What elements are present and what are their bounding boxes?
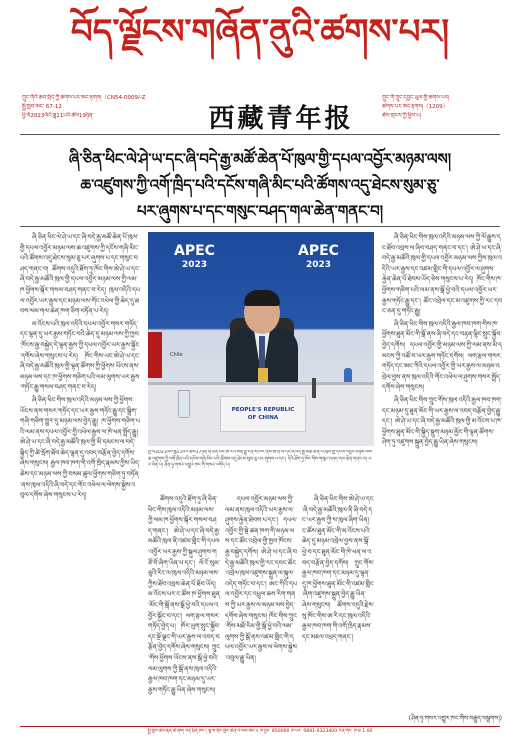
country-tag: Chile xyxy=(170,352,183,358)
masthead-chinese-name: 西藏青年报 xyxy=(208,104,354,134)
article-column-5 xyxy=(382,232,502,708)
article-column-1 xyxy=(20,232,140,720)
lead-photo xyxy=(148,232,374,446)
masthead-meta-right xyxy=(382,94,512,121)
paragraph: ཞི་ཅིན་ཕིང་གིས་ཁུལ་འདིའི་མཉམ་ལས་ཀྱི་ཕྱོགས་ཡོངས་ནས་གསར་གཏོད་དང་ཡར་རྒྱས་གཏོང་རྒྱུ་དང་སྒྲིག་གཞི་གཅིག་གྱུར་དུ་མཉམ་ལས་བྱེད་རྒྱུ། ཁ་ཕྱོགས་གཅིག་པའི་ལམ་ནས་དཔལ་འབྱོར་གྱི་འཕེལ་རྒྱས་ལ་ཁེ་ཕན་སྤྲོད་རྒྱུ། ཨེ་ཤེ་ཡ་དང་ཞི་བདེ་རྒྱ་མཚོའི་ཁུལ་གྱི་མི་དམངས་ལ་བདེ་སྐྱིད་ཀྱི་ཚེ་སྲོག་ཐོབ་ཆེད་ལྷན་དུ་འབད་བརྩོན་བྱེད་དགོས་ཞེས་གསུངས། རྒྱལ་ཁབ་ཁག་གི་འགོ་ཁྲིད་རྣམས་ཀྱིས་ཡིད་ཆེས་དང་མཉམ་ལས་ཀྱི་བསམ་ཚུལ་ཕྱོགས་གཅིག་ཏུ་བཏོན་ནས་ཁུལ་འདིའི་ཞི་བདེ་དང་གོང་འཕེལ་ལ་ལེགས་སྐྱེས་འབུལ་དགོས་ཞེས་གསུངས་པ་རེད། xyxy=(20,395,140,500)
speaker-hair xyxy=(244,290,280,306)
meta-line: སྤྱི་ཁྱབ་ཨང་ 67-12 xyxy=(22,104,62,110)
apec-logo-right xyxy=(298,244,339,272)
footer-divider xyxy=(20,726,500,727)
paragraph: དཔལ་འབྱོར་མཉམ་ལས་ཀྱི་ལམ་ནས་ཁུལ་འདིའི་ཡར་རྒྱས་ལ་ཤུགས་རྐྱེན་ཐེབས་པ་དང་། དཔལ་འབྱོར་གྱི་སྡེ་ཚན་ཁག་གི་མཉམ་ལས་དང་ཚོང་འབྲེལ་གྱི་ཁྱབ་ཁོངས་རྒྱ་བསྐྱེད་དགོས། ཨེ་ཤེ་ཡ་དང་ཞི་བདེ་རྒྱ་མཚོའི་ཁུལ་གྱི་རང་དབང་ཚོང་འབྲེལ་ཁུལ་འཛུགས་སྐྲུན་ལ་སྐུལ་འདེད་གཏོང་བ་དང་། ཨང་ཀིའི་དཔལ་འབྱོར་དང་འཕྲུལ་ཆས་རིག་གནས་ཀྱི་ཡར་རྒྱས་ལ་མཉམ་ལས་བྱེད་དགོས་ཞེས་གསུངས། ཁོང་གིས་ཀྲུང་གོས་མཐོ་རིམ་གྱི་སྒོ་ཕྱེ་བའི་ལམ་ལུགས་ཀྱི་སྒོ་ནས་འཛམ་གླིང་གི་དཔལ་འབྱོར་ཡར་རྒྱས་ལ་ལེགས་སྐྱེས་འབུལ་རྒྱུ་ཡིན། xyxy=(225,495,297,662)
nameplate-line-2: OF CHINA xyxy=(247,415,279,421)
headline-divider xyxy=(20,226,500,227)
glass-icon xyxy=(178,390,190,418)
article-column-4 xyxy=(302,494,374,720)
paragraph: ཞི་ཅིན་ཕིང་གིས་ཁུལ་འདིའི་མཉམ་ལས་ཀྱི་ལོ་རྒྱུས་དང་ཐོབ་འབྲས་ལ་ཞིབ་བཤད་གནང་བ་དང་། ཨེ་ཤེ་ཡ་དང་ཞི་བདེ་རྒྱ་མཚོའི་ཁུལ་གྱི་དཔལ་འབྱོར་མཉམ་ལས་ཀྱིས་ཁུལ་འདིའི་ཡར་རྒྱས་དང་འཛམ་གླིང་གི་དཔལ་འབྱོར་ལ་ཤུགས་རྐྱེན་ཆེན་པོ་ཐེབས་ཡོད་ཅེས་གསུངས་པ་རེད། ཁོང་གིས་ཁ་ཕྱོགས་གཅིག་པའི་ལམ་ནས་སྒོ་ཕྱེ་བའི་དཔལ་འབྱོར་ཡར་རྒྱས་གཏོང་རྒྱུ་དང་། ཚོང་འབྲེལ་དང་མ་འཛུགས་ཀྱི་རང་དབང་ཅན་དུ་གཏོང་རྒྱུ། xyxy=(382,233,502,316)
apec-year: 2023 xyxy=(181,260,207,270)
paragraph: ཞི་ཅིན་ཕིང་གིས་ཁུལ་འདིའི་རྒྱལ་ཁབ་ཁག་གིས་ཁ་ཕྱོགས་ཐུན་མོང་གི་སྒོ་ནས་ཞི་བདེ་དང་བརྟན་ལྷིང་སྲུང་སྐྱོབ་བྱེད་དགོས། དཔལ་འབྱོར་གྱི་མཉམ་ལས་ཀྱི་ལམ་ནས་མི་དམངས་ཀྱི་འཚོ་བ་ཡར་རྒྱས་གཏོང་དགོས། ལག་རྩལ་གསར་གཏོད་དང་ཨང་ཀིའི་དཔལ་འབྱོར་གྱི་ཡར་རྒྱས་ལ་མཉམ་འབྲེལ་བྱས་ནས་ཁུལ་འདིའི་གོང་འཕེལ་ལ་ཤུགས་གསར་སྤྲོད་དགོས་ཞེས་གསུངས། xyxy=(382,319,502,392)
headline-line-1: ཞི་ཅིན་ཕིང་ལེ་ཤེ་ཡ་དང་ཞི་བདེ་རྒྱ་མཚོ་ཆེན་པོ་ཁུལ་གྱི་དཔལ་འབྱོར་མཉམ་ལས། xyxy=(68,150,452,168)
microphone-icon xyxy=(312,378,316,398)
footer-info: སྤྱི་ཁྱབ་ཚབ་རྒན་ཆེ་ཤོས། བརྡ་ཕྲིན་ཁང་། ལྷ་ས་གྲོང་ཁྱེར་ཆེན་པོ་ལམ་ཨང་༣ ཁ་བྱང་ 850000 ཁ་པར་ 0891-6323400 རིན་གོང་ ཁ་ཐ 1.00 xyxy=(147,729,373,734)
paragraph: ཞི་ཅིན་ཕིང་གིས་ཀྲུང་གོས་ཁུལ་འདིའི་རྒྱལ་ཁབ་ཁག་དང་མཉམ་དུ་ཐུན་མོང་གི་ཡར་རྒྱས་ལ་འབད་བརྩོན་བྱེད་རྒྱུ་དང་། ཨེ་ཤེ་ཡ་དང་ཞི་བདེ་རྒྱ་མཚོའི་ཁུལ་གྱི་མ་འོངས་པ་ཁ་ཕྱོགས་ཐུན་མོང་གི་སྐྱིད་སྡུག་མཉམ་མྱོང་གི་ལྷན་ཚོགས་ཤིག་ཏུ་འཛུགས་སྐྲུན་བྱེད་རྒྱུ་ཡིན་ཞེས་གསུངས། xyxy=(382,395,502,447)
nameplate-line-1: PEOPLE'S REPUBLIC xyxy=(231,407,295,413)
apec-logo-left xyxy=(174,244,215,272)
headline-line-2: ཆ་འཛུགས་ཀྱི་འགོ་ཁྲིད་པའི་དངོས་གཞི་མིང་པའི་ཚོགས་འདུ་ཐེངས་སུམ་ཅུ་ xyxy=(80,176,440,194)
meta-line: ཀྲུང་གོ་ཀྲུང་དབྱང་ཡུལ་གྱི་ཚགས་པར། xyxy=(382,95,450,101)
article-column-2 xyxy=(148,494,220,720)
photo-caption: ཕྱི་ལོ2023ལོའི་ཟླ11པའི་ཚེས17ཉིན་ཞི་ཅིན་ཕིང་ཨ་རིའི་སན་ཧྥུ་རན་སི་ཁོར་ནས་ཨེ་ཤེ་ཡ་དང་ཞི་བདེ་རྒྱ་མཚོ་ཆེན་པོ་ཁུལ་གྱི་དཔལ་འབྱོར་མཉམ་ལས་ཆ་འཛུགས་ཀྱི་འགོ་ཁྲིད་པའི་དངོས་གཞི་མིང་པའི་ཚོགས་འདུ་ཐེངས་སུམ་ཅུ་པར་ཞུགས་པ་དང་། དེའི་ཐོག་ཏུ་ཁོང་གིས་གསུང་བཤད་གལ་ཆེན་གནང་བ། པར་ལེན་པ། ཤིན་ཧྭ་གསར་འགྱུར་ཁང་གི་གསར་འགོད་པ། xyxy=(148,450,373,469)
paragraph: མ་འོངས་པའི་ཁུལ་འདིའི་དཔལ་འབྱོར་གསར་གཏོད་དང་ལྷན་དུ་ཡར་རྒྱས་གཏོང་བའི་ཆེད་དུ་མཉམ་ལས་ཀྱི་ཁྱབ་ཁོངས་རྒྱ་བསྐྱེད་དེ་ལྷན་རྒྱས་ཀྱི་དཔལ་འབྱོར་ཡར་རྒྱས་སྐྱོང་དགོས་ཞེས་གསུངས་པ་རེད། ཁོང་གིས་ཡང་ཨེ་ཤེ་ཡ་དང་ཞི་བདེ་རྒྱ་མཚོའི་ཁུལ་གྱི་ལྷན་ཚོགས་ཀྱི་ཕྱོགས་ཡོངས་ནས་མཉམ་ལས་དང་ཁ་ཕྱོགས་གཅིག་པའི་ལམ་ལུགས་ཡར་རྒྱས་གཏོང་རྒྱུ་གསལ་བཤད་གནང་བ་རེད། xyxy=(20,319,140,392)
meta-line: ཚགས་པར་ཨང་རྟགས།（1209） xyxy=(382,104,449,110)
article-signature: (ཤིན་ཧྭ་གསར་འགྱུར་ཁང་གིས་བརྒྱུད་བསྒྲགས།) xyxy=(408,715,502,722)
lapel-badge-icon xyxy=(258,368,268,382)
masthead-meta-left xyxy=(22,94,192,121)
apec-label: APEC xyxy=(298,243,339,259)
flag-icon xyxy=(148,332,162,378)
headline-line-3: པར་ཞུགས་པ་དང་གསུང་བཤད་གལ་ཆེན་གནང་བ། xyxy=(136,202,384,220)
meta-line: ཚེས་གྲངས་ཀྱི་ཕྱིས་པ། xyxy=(382,113,421,119)
desk-edge xyxy=(148,382,374,385)
meta-line: ཕྱི་ལོ2023ལོའི་ཟླ11པའི་ཚེས19ཉིན་ xyxy=(22,113,94,119)
article-column-3 xyxy=(225,494,297,720)
masthead-divider xyxy=(20,134,500,135)
apec-year: 2023 xyxy=(305,260,331,270)
masthead-tibetan-name: བོད་ལྗོངས་གཞོན་ནུའི་ཚགས་པར། xyxy=(70,12,450,52)
apec-label: APEC xyxy=(174,243,215,259)
paragraph: ཚོགས་འདུའི་ཐོག་ཏུ་ཞི་ཅིན་ཕིང་གིས་ཁུལ་འདིའི་མཉམ་ལས་ཀྱི་ལམ་ཁ་ཕྱོགས་སྐོར་གསལ་བཤད་གནང་། ཨེ་ཤེ་ཡ་དང་ཞི་བདེ་རྒྱ་མཚོའི་ཁུལ་ནི་འཛམ་གླིང་གི་དཔལ་འབྱོར་ཡར་རྒྱས་ཀྱི་སྐུལ་ཤུགས་གཙོ་བོ་ཞིག་ཡིན་པ་དང་། ལོ་ངོ་སུམ་ཅུའི་རིང་ལ་ཁུལ་འདིའི་མཉམ་ལས་ཀྱིས་ཐོབ་འབྲས་ཆེན་པོ་ཐོབ་ཡོད། མ་འོངས་པར་ང་ཚོས་ཁ་ཕྱོགས་ཐུན་མོང་གི་སྒོ་ནས་སྒོ་ཕྱེ་བའི་དཔལ་འབྱོར་སྐྱོང་བ་དང་། ལག་རྩལ་གསར་གཏོད་བྱེད་པ། ཁོར་ཡུག་སྲུང་སྐྱོབ་དང་སྔོ་ལྗང་གི་ཡར་རྒྱས་ལ་འབད་བརྩོན་བྱེད་དགོས་ཞེས་གསུངས། ཀྲུང་གོས་ཕྱོགས་ཡོངས་ནས་སྒོ་ཕྱེ་བའི་ལམ་ལུགས་ཀྱི་སྒོ་ནས་ཁུལ་འདིའི་རྒྱལ་ཁབ་ཁག་དང་མཉམ་དུ་ཡར་རྒྱས་གཏོང་རྒྱུ་ཡིན་ཞེས་གསུངས། xyxy=(148,495,220,694)
paragraph: ཞི་ཅིན་ཕིང་གིས་ཨེ་ཤེ་ཡ་དང་ཞི་བདེ་རྒྱ་མཚོའི་ཁུལ་ནི་ཞི་བདེ་དང་ཡར་རྒྱས་ཀྱི་ས་ཁུལ་ཞིག་ཡིན། ང་ཚོས་ཐུན་མོང་གི་མ་འོངས་པའི་ཆེད་དུ་མཉམ་འབྲེལ་བྱས་ནས་སྒོ་ཕྱེ་བ་དང་ཐུན་མོང་གི་ཁེ་ཕན་ལ་འབད་བརྩོན་བྱེད་དགོས། ཀྲུང་གོས་རྒྱལ་ཁབ་ཁག་དང་མཉམ་དུ་ལྷན་དུ་ཁ་ཕྱོགས་ཐུན་མོང་གི་འཛམ་གླིང་ཞིག་འཛུགས་སྐྲུན་བྱེད་རྒྱུ་ཡིན་ཞེས་གསུངས། ཚོགས་འདུའི་རྗེས་སུ་ཁོང་གིས་ཨ་རི་དང་ཁུལ་འདིའི་རྒྱལ་ཁབ་ཁག་གི་འགོ་ཁྲིད་རྣམས་དང་མཇལ་འཕྲད་གནང་། xyxy=(302,495,374,641)
paragraph: ཞི་ཅིན་ཕིང་ལེ་ཤེ་ཡ་དང་ཞི་བདེ་རྒྱ་མཚོ་ཆེན་པོ་ཁུལ་གྱི་དཔལ་འབྱོར་མཉམ་ལས་ཆ་འཛུགས་ཀྱི་དངོས་གཞི་མིང་པའི་ཚོགས་འདུ་ཐེངས་སུམ་ཅུ་པར་ཞུགས་པ་དང་གསུང་བཤད་གནང་བ། ཚོགས་འདུའི་ཐོག་ཏུ་ཁོང་གིས་ཨེ་ཤེ་ཡ་དང་ཞི་བདེ་རྒྱ་མཚོའི་ཁུལ་གྱི་དཔལ་འབྱོར་མཉམ་ལས་ཀྱི་ལམ་ཁ་ཕྱོགས་སྐོར་གསལ་བཤད་གནང་བ་རེད། ཁུལ་འདིའི་དཔལ་འབྱོར་ཡར་རྒྱས་དང་མཉམ་ལས་གོང་འཕེལ་གྱི་ཆེད་དུ་ཐབས་ལམ་གལ་ཆེན་ཁག་ཅིག་བཏོན་པ་རེད། xyxy=(20,233,140,316)
speaker-tie xyxy=(259,336,265,368)
nameplate xyxy=(220,396,306,432)
meta-line: ཀྲུང་གོའི་ཆབ་སྲིད་ཀྱི་ཚགས་པར་ཨང་རྟགས།（CN54-0009/-Z xyxy=(22,95,146,101)
